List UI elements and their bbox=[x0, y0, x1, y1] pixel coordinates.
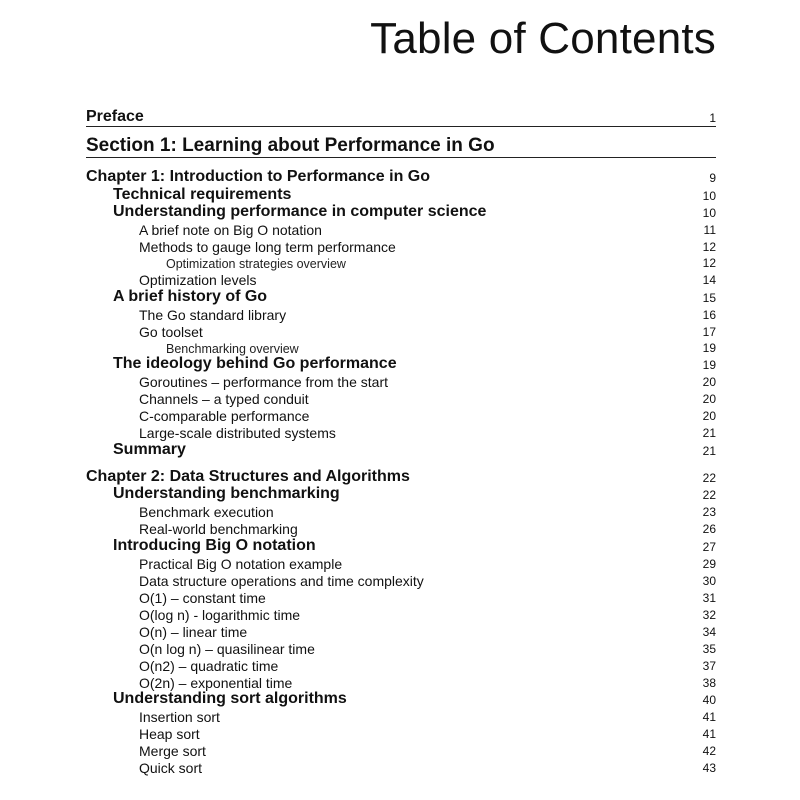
toc-page-number: 30 bbox=[702, 573, 716, 588]
toc-entry-level-2[interactable] bbox=[86, 424, 716, 441]
page-title: Table of Contents bbox=[370, 14, 716, 63]
toc-entry-label: Understanding sort algorithms bbox=[113, 690, 347, 707]
toc-page-number: 15 bbox=[702, 290, 716, 305]
toc-page-number: 22 bbox=[702, 488, 716, 502]
toc-entry-level-2[interactable] bbox=[86, 390, 716, 407]
toc-page-number: 32 bbox=[702, 607, 716, 622]
toc-page-number: 22 bbox=[702, 470, 716, 485]
toc-entry-label: Optimization strategies overview bbox=[166, 257, 346, 271]
toc-entry-label: O(n2) – quadratic time bbox=[139, 657, 279, 674]
toc-entry-label: The ideology behind Go performance bbox=[113, 355, 397, 372]
toc-entry-label: A brief history of Go bbox=[113, 287, 268, 305]
toc-entry-level-2[interactable] bbox=[86, 503, 716, 520]
toc-page-number: 17 bbox=[702, 324, 716, 339]
toc-page-number: 20 bbox=[702, 392, 716, 406]
toc-entry-label: Understanding performance in computer science bbox=[113, 203, 487, 220]
toc-page-number: 21 bbox=[702, 426, 716, 440]
toc-entry-label: O(2n) – exponential time bbox=[139, 674, 293, 691]
toc-page-number: 41 bbox=[702, 710, 716, 724]
toc-entry-level-2[interactable] bbox=[86, 306, 716, 323]
toc-entry-label: A brief note on Big O notation bbox=[139, 222, 322, 238]
toc-entry-level-1[interactable] bbox=[86, 356, 716, 374]
toc-page-number: 11 bbox=[703, 223, 716, 237]
toc-entry-label: Benchmark execution bbox=[139, 504, 274, 520]
toc-page-number: 38 bbox=[702, 675, 716, 690]
section-title: Section 1: Learning about Performance in Go bbox=[86, 135, 495, 156]
toc-entry-label: C-comparable performance bbox=[139, 408, 310, 424]
toc-page-number: 20 bbox=[702, 409, 716, 423]
spacer bbox=[86, 158, 716, 168]
toc-page-number: 34 bbox=[702, 624, 716, 639]
toc-entry-label: Goroutines – performance from the start bbox=[139, 374, 388, 390]
toc-entry-label: Preface bbox=[86, 108, 144, 125]
chapter-list bbox=[86, 158, 716, 776]
toc-entry-label: Go toolset bbox=[139, 323, 203, 340]
toc-page-number: 26 bbox=[702, 522, 716, 536]
toc-entry-level-2[interactable] bbox=[86, 238, 716, 255]
toc-chapter[interactable] bbox=[86, 168, 716, 186]
toc-entry-label: Data structure operations and time complexity bbox=[139, 572, 424, 589]
toc-entry-level-1[interactable] bbox=[86, 441, 716, 459]
toc-entry-level-2[interactable] bbox=[86, 572, 716, 589]
toc-entry-level-2[interactable] bbox=[86, 623, 716, 640]
toc-page-number: 10 bbox=[702, 206, 716, 220]
toc-entry-level-2[interactable] bbox=[86, 520, 716, 537]
table-of-contents bbox=[86, 104, 716, 776]
toc-entry-level-1[interactable] bbox=[86, 204, 716, 222]
toc-entry-label: O(log n) - logarithmic time bbox=[139, 606, 301, 623]
toc-entry-label: O(1) – constant time bbox=[139, 589, 266, 606]
toc-entry-label: Summary bbox=[113, 440, 186, 458]
toc-page-number: 16 bbox=[702, 307, 716, 322]
toc-page-number: 29 bbox=[702, 556, 716, 571]
toc-entry-label: Benchmarking overview bbox=[166, 341, 299, 356]
toc-page-number: 35 bbox=[702, 641, 716, 656]
toc-page-number: 20 bbox=[702, 375, 716, 389]
toc-entry-label: Understanding benchmarking bbox=[113, 485, 340, 502]
toc-entry-level-2[interactable] bbox=[86, 674, 716, 691]
toc-page-number: 43 bbox=[702, 761, 716, 775]
toc-entry-label: Heap sort bbox=[139, 726, 200, 742]
toc-entry-label: Introducing Big O notation bbox=[113, 536, 316, 554]
toc-entry-level-2[interactable] bbox=[86, 640, 716, 657]
toc-entry-level-2[interactable] bbox=[86, 323, 716, 340]
toc-page-number: 27 bbox=[702, 539, 716, 554]
toc-entry-label: Insertion sort bbox=[139, 709, 220, 725]
toc-entry-label: Optimization levels bbox=[139, 272, 257, 288]
toc-entry-label: Merge sort bbox=[139, 743, 206, 759]
toc-page-number: 1 bbox=[709, 111, 716, 125]
toc-entry-level-2[interactable] bbox=[86, 657, 716, 674]
toc-entry-level-2[interactable] bbox=[86, 555, 716, 572]
toc-entry-label: Technical requirements bbox=[113, 185, 292, 203]
toc-entry-level-3[interactable] bbox=[86, 340, 716, 356]
toc-entry-level-2[interactable] bbox=[86, 407, 716, 424]
toc-page-number: 21 bbox=[702, 443, 716, 458]
toc-entry-label: O(n log n) – quasilinear time bbox=[139, 640, 315, 657]
toc-entry-label: The Go standard library bbox=[139, 306, 287, 323]
toc-entry-label: Practical Big O notation example bbox=[139, 555, 343, 572]
toc-entry-level-2[interactable] bbox=[86, 373, 716, 390]
toc-entry-level-2[interactable] bbox=[86, 589, 716, 606]
section-heading bbox=[86, 129, 716, 158]
toc-entry-preface[interactable] bbox=[86, 104, 716, 127]
toc-entry-level-2[interactable] bbox=[86, 742, 716, 759]
toc-entry-level-1[interactable] bbox=[86, 486, 716, 504]
toc-page-number: 37 bbox=[702, 658, 716, 673]
toc-entry-level-2[interactable] bbox=[86, 708, 716, 725]
toc-page-number: 12 bbox=[702, 240, 716, 254]
toc-page-number: 14 bbox=[702, 273, 716, 287]
spacer bbox=[86, 459, 716, 468]
toc-entry-label: Chapter 1: Introduction to Performance in Go bbox=[86, 168, 431, 185]
toc-entry-label: Quick sort bbox=[139, 760, 203, 776]
toc-entry-level-1[interactable] bbox=[86, 288, 716, 306]
toc-entry-level-2[interactable] bbox=[86, 606, 716, 623]
toc-page-number: 42 bbox=[702, 744, 716, 758]
toc-entry-label: Large-scale distributed systems bbox=[139, 425, 336, 441]
toc-entry-level-2[interactable] bbox=[86, 271, 716, 288]
toc-page-number: 23 bbox=[702, 505, 716, 519]
toc-entry-level-1[interactable] bbox=[86, 537, 716, 555]
toc-chapter[interactable] bbox=[86, 468, 716, 486]
toc-page-number: 10 bbox=[702, 188, 716, 203]
toc-page-number: 31 bbox=[702, 590, 716, 605]
toc-page-number: 19 bbox=[702, 358, 716, 372]
toc-entry-level-2[interactable] bbox=[86, 759, 716, 776]
toc-page-number: 12 bbox=[702, 256, 716, 270]
toc-entry-label: Methods to gauge long term performance bbox=[139, 239, 396, 255]
toc-entry-level-1[interactable] bbox=[86, 186, 716, 204]
toc-entry-level-2[interactable] bbox=[86, 725, 716, 742]
toc-entry-label: Chapter 2: Data Structures and Algorithms bbox=[86, 467, 410, 485]
toc-entry-level-1[interactable] bbox=[86, 691, 716, 709]
toc-page-number: 41 bbox=[702, 727, 716, 741]
toc-entry-label: O(n) – linear time bbox=[139, 623, 248, 640]
toc-entry-label: Real-world benchmarking bbox=[139, 521, 298, 537]
toc-page-number: 9 bbox=[709, 171, 716, 185]
toc-page-number: 19 bbox=[702, 340, 716, 355]
toc-entry-label: Channels – a typed conduit bbox=[139, 391, 309, 407]
toc-page-number: 40 bbox=[702, 693, 716, 707]
toc-entry-level-2[interactable] bbox=[86, 221, 716, 238]
toc-entry-level-3[interactable] bbox=[86, 255, 716, 271]
